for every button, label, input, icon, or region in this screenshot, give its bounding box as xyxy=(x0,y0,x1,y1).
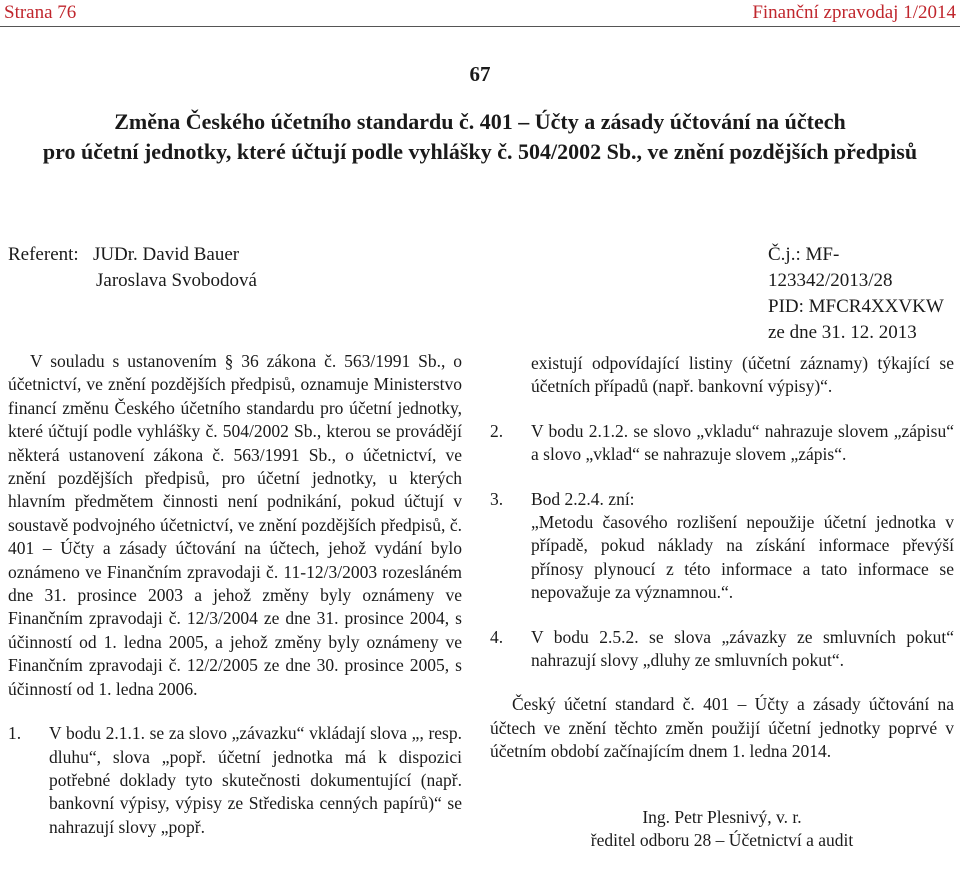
pid: PID: MFCR4XXVKW xyxy=(768,296,944,317)
list-item xyxy=(490,420,954,467)
referent-name-1: JUDr. David Bauer xyxy=(92,244,240,265)
list-item xyxy=(490,626,954,673)
list-item-text: V bodu 2.1.1. se za slovo „závazku“ vkládají slova „, resp. dluhu“, slova „popř. účetní jednotka má k dispozici potřebné doklady tyto skutečnosti dokumentující (např. bankovní výpisy, výpisy ze Střediska cenných papírů)“ se nahrazují slovy „popř. xyxy=(49,723,462,837)
list-item-number: 1. xyxy=(8,723,22,744)
reference-number: Č.j.: MF-123342/2013/28 xyxy=(768,244,893,291)
quoted-text: „Metodu časového rozlišení nepoužije účetní jednotka v případě, pokud náklady na získání informace převýší přínosy plynoucí z této informace a tato informace se nepovažuje za významnou.“. xyxy=(531,512,954,603)
reference-block xyxy=(768,242,958,346)
reference-date: ze dne 31. 12. 2013 xyxy=(768,322,917,343)
referent-block xyxy=(8,242,257,294)
title-line-2: pro účetní jednotky, které účtují podle vyhlášky č. 504/2002 Sb., ve znění pozdějších předpisů xyxy=(42,139,918,164)
list-item-number: 3. xyxy=(490,488,504,509)
signature-name: Ing. Petr Plesnivý, v. r. xyxy=(642,806,802,827)
list-item xyxy=(8,722,462,839)
document-title xyxy=(0,107,960,167)
right-column xyxy=(490,352,954,853)
list-item-text: V bodu 2.5.2. se slova „závazky ze smluvních pokut“ nahrazují slovy „dluhy ze smluvních pokut“. xyxy=(531,626,954,671)
list-item-text: V bodu 2.1.2. se slovo „vkladu“ nahrazuje slovem „zápisu“ a slovo „vklad“ se nahrazuje slovem „zápis“. xyxy=(531,420,954,465)
publication-header: Finanční zpravodaj 1/2014 xyxy=(752,2,956,23)
document-number: 67 xyxy=(469,62,491,86)
title-line-1: Změna Českého účetního standardu č. 401 – Účty a zásady účtování na účtech xyxy=(114,109,846,134)
left-column xyxy=(8,350,462,839)
continued-text: existují odpovídající listiny (účetní záznamy) týkající se účetních případů (např. bankovní výpisy)“. xyxy=(531,353,954,397)
list-item xyxy=(490,488,954,511)
signature-role: ředitel odboru 28 – Účetnictví a audit xyxy=(590,830,854,851)
list-item-number: 2. xyxy=(490,420,504,441)
page-number-header: Strana 76 xyxy=(4,2,77,23)
closing-paragraph: Český účetní standard č. 401 – Účty a zásady účtování na účtech ve znění těchto změn použijí účetní jednotky poprvé v účetním období začínajícím dnem 1. ledna 2014. xyxy=(490,694,954,762)
header-rule xyxy=(0,26,960,27)
referent-name-2: Jaroslava Svobodová xyxy=(96,270,257,291)
referent-label: Referent: xyxy=(8,244,79,265)
list-item-text: Bod 2.2.4. zní: xyxy=(531,488,635,509)
intro-paragraph: V souladu s ustanovením § 36 zákona č. 563/1991 Sb., o účetnictví, ve znění pozdějších předpisů, oznamuje Ministerstvo financí změnu Českého účetního standardu pro účetní jednotky, které účtují podle vyhlášky č. 504/2002 Sb., kterou se provádějí některá ustanovení zákona č. 563/1991 Sb., o účetnictví, ve znění pozdějších předpisů, pro účetní jednotky, u kterých hlavním předmětem činnosti není podnikání, pokud účtují v soustavě podvojného účetnictví, ve znění pozdějších předpisů, č. 401 – Účty a zásady účtování na účtech, jehož vydání bylo oznámeno ve Finančním zpravodaji č. 11-12/3/2003 rozesláném dne 31. prosince 2003 a jehož změny byly oznámeny ve Finančním zpravodaji č. 12/3/2004 ze dne 31. prosince 2004, s účinností od 1. ledna 2005, a jehož změny byly oznámeny ve Finančním zpravodaji č. 12/2/2005 ze dne 30. prosince 2005, s účinností od 1. ledna 2006. xyxy=(8,351,462,699)
list-item-number: 4. xyxy=(490,626,504,647)
